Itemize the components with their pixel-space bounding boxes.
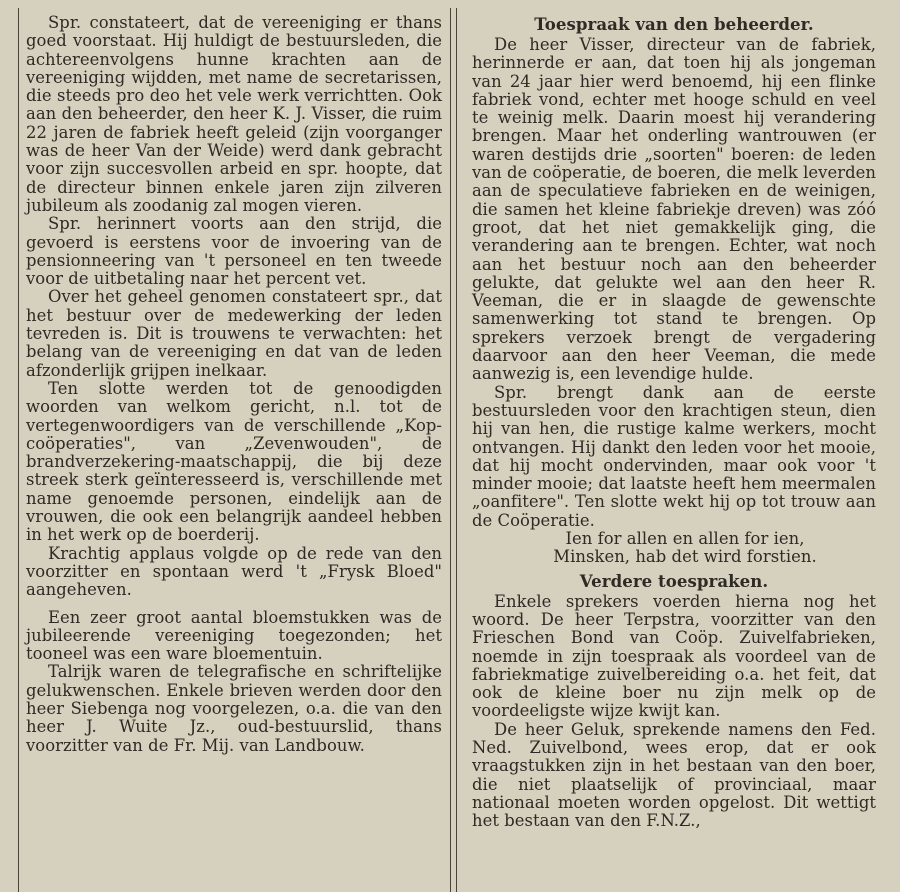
verse-line: Ien for allen en allen for ien, — [565, 529, 805, 549]
paragraph: Spr. constateert, dat de vereeniging er thans goed voorstaat. Hij huldigt de bestuursleden, die achtereenvolgens hunne krachten aan de vereeniging wijdden, met name de secretarissen, die steeds pro deo het vele werk verrichtten. Ook aan den beheerder, den heer K. J. Visser, die ruim 22 jaren de fabriek heeft geleid (zijn voorganger was de heer Van der Weide) werd dank gebracht voor zijn succesvollen arbeid en spr. hoopte, dat de directeur binnen enkele jaren zijn zilveren jubileum als zoodanig zal mogen vieren. — [26, 13, 442, 215]
paragraph: De heer Geluk, sprekende namens den Fed. Ned. Zuivelbond, wees erop, dat er ook vraagstukken zijn in het bestaan van den boer, die niet plaatselijk of provinciaal, maar nationaal moeten worden opgelost. Dit wettigt het bestaan van den F.N.Z., — [472, 719, 876, 831]
paragraph: Spr. brengt dank aan de eerste bestuursleden voor den krachtigen steun, dien hij van hen, die rustige kalme werkers, mocht ontvangen. Hij dankt den leden voor het mooie, dat hij mocht ondervinden, maar ook voor 't minder mooie; dat laatste heeft hem meermalen „oanfitere". Ten slotte wekt hij op tot trouw aan de Coöperatie. — [472, 382, 876, 530]
verse-line: Minsken, hab det wird forstien. — [553, 547, 817, 567]
paragraph: De heer Visser, directeur van de fabriek, herinnerde er aan, dat toen hij als jongeman van 24 jaar hier werd benoemd, hij een flinke fabriek vond, echter met hooge schuld en veel te weinig melk. Daarin moest hij verandering brengen. Maar het onderling wantrouwen (er waren destijds drie „soorten" boeren: de leden van de coöperatie, de boeren, die melk leverden aan de speculatieve fabrieken en de weinigen, die samen het kleine fabriekje dreven) was zóó groot, dat het niet gemakkelijk ging, die verandering aan te brengen. Echter, wat noch aan het bestuur noch aan den beheerder gelukte, dat gelukte wel aan den heer R. Veeman, die er in slaagde de gewenschte samenwerking tot stand te brengen. Op sprekers verzoek brengt de vergadering daarvoor aan den heer Veeman, die mede aanwezig is, een levendige hulde. — [472, 35, 876, 384]
column-rule-middle — [450, 8, 451, 892]
paragraph: Een zeer groot aantal bloemstukken was de jubileerende vereeniging toegezonden; het tooneel was een ware bloementuin. — [26, 607, 442, 664]
right-column — [472, 14, 876, 888]
column-rule-left — [18, 8, 19, 892]
section-heading: Verdere toespraken. — [579, 570, 769, 591]
left-column — [26, 14, 442, 888]
paragraph: Enkele sprekers voerden hierna nog het woord. De heer Terpstra, voorzitter van den Frieschen Bond van Coöp. Zuivelfabrieken, noemde in zijn toespraak als voordeel van de fabriekmatige zuivelbereiding o.a. het feit, dat ook de kleine boer nu zijn melk op de voordeeligste wijze kwijt kan. — [472, 591, 876, 721]
column-rule-middle-inner — [456, 8, 457, 892]
paragraph: Over het geheel genomen constateert spr., dat het bestuur over de medewerking der leden tevreden is. Dit is trouwens te verwachten: het belang van de vereeniging en dat van de leden afzonderlijk grijpen inelkaar. — [26, 287, 442, 380]
paragraph: Krachtig applaus volgde op de rede van den voorzitter en spontaan werd 't „Frysk Bloed" aangeheven. — [26, 543, 442, 600]
paragraph: Spr. herinnert voorts aan den strijd, die gevoerd is eerstens voor de invoering van de pensionneering van 't personeel en ten tweede voor de uitbetaling naar het percent vet. — [26, 214, 442, 289]
section-heading: Toespraak van den beheerder. — [534, 14, 814, 34]
paragraph: Ten slotte werden tot de genoodigden woorden van welkom gericht, n.l. tot de vertegenwoordigers van de verschillende „Kop-coöperaties", van „Zevenwouden", de brandverzekering-maatschappij, die bij deze streek sterk geïnteresseerd is, verschillende met name genoemde personen, eindelijk aan de vrouwen, die ook een belangrijk aandeel hebben in het werk op de boerderij. — [26, 378, 442, 545]
paragraph: Talrijk waren de telegrafische en schriftelijke gelukwenschen. Enkele brieven werden door den heer Siebenga nog voorgelezen, o.a. die van den heer J. Wuite Jz., oud-bestuurslid, thans voorzitter van de Fr. Mij. van Landbouw. — [26, 662, 442, 755]
